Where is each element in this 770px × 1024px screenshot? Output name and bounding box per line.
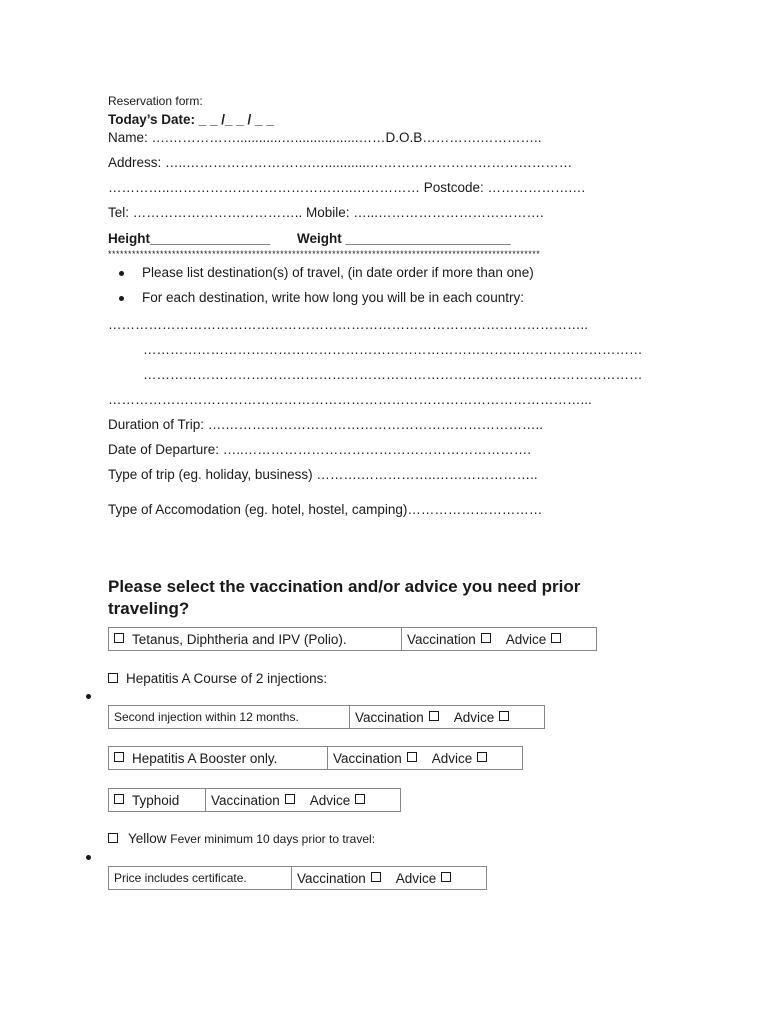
price-certificate-row: [108, 866, 487, 890]
advice-label: Advice: [395, 870, 437, 886]
tetanus-row: [108, 627, 597, 651]
duration-field[interactable]: Duration of Trip: ….……………………………………………………………..: [108, 417, 544, 432]
departure-field[interactable]: Date of Departure: …..……………………………………………………….: [108, 442, 532, 457]
hep-a-course-item: [108, 671, 327, 686]
vaccination-checkbox[interactable]: [429, 711, 439, 721]
height-field[interactable]: Height________________: [108, 231, 271, 246]
vaccination-heading: Please select the vaccination and/or advice you need prior traveling?: [108, 577, 581, 618]
tel-mobile-field[interactable]: Tel: ……………………………….. Mobile: …...……………………………….: [108, 205, 544, 220]
destination-line-1[interactable]: ……………………………………………………………………………………………..: [108, 317, 589, 332]
accommodation-field[interactable]: Type of Accomodation (eg. hotel, hostel, camping)…………………………: [108, 502, 543, 517]
bullet: [86, 855, 91, 860]
checkbox-icon[interactable]: [114, 752, 124, 762]
second-injection-label: Second injection within 12 months.: [114, 710, 299, 724]
bullet: [119, 271, 124, 276]
vaccination-label: Vaccination: [333, 750, 402, 766]
todays-date-field[interactable]: Today’s Date: _ _ /_ _ / _ _: [108, 112, 274, 127]
price-note-label: Price includes certificate.: [114, 871, 247, 885]
star-divider: ************************************************************************************************************: [108, 249, 541, 259]
tetanus-label: Tetanus, Diphtheria and IPV (Polio).: [132, 631, 347, 647]
instruction-duration-each: For each destination, write how long you will be in each country:: [142, 290, 524, 305]
checkbox-icon[interactable]: [108, 673, 118, 683]
vaccination-checkbox[interactable]: [481, 633, 491, 643]
advice-checkbox[interactable]: [551, 633, 561, 643]
yellow-label: Yellow: [128, 831, 167, 846]
vaccination-label: Vaccination: [211, 792, 280, 808]
vaccination-label: Vaccination: [297, 870, 366, 886]
advice-checkbox[interactable]: [355, 794, 365, 804]
instruction-destinations: Please list destination(s) of travel, (in date order if more than one): [142, 265, 534, 280]
name-dob-field[interactable]: Name: ….……………............….................……D.O.B………….…………..: [108, 130, 542, 145]
advice-checkbox[interactable]: [499, 711, 509, 721]
advice-label: Advice: [431, 750, 473, 766]
advice-checkbox[interactable]: [477, 752, 487, 762]
hep-a-booster-row: [108, 746, 523, 770]
address-postcode-field[interactable]: …………..…………………………………..…………… Postcode: ……………….…: [108, 180, 586, 195]
hep-a-booster-label: Hepatitis A Booster only.: [132, 750, 278, 766]
typhoid-row: [108, 788, 401, 812]
destination-line-2[interactable]: …………………………………………………………………………………………………: [143, 342, 643, 357]
checkbox-icon[interactable]: [114, 633, 124, 643]
yellow-fever-item: [108, 831, 375, 846]
form-title: Reservation form:: [108, 94, 203, 108]
bullet: [86, 694, 91, 699]
weight-field[interactable]: Weight ______________________: [297, 231, 511, 246]
yellow-fever-note: Fever minimum 10 days prior to travel:: [170, 832, 376, 846]
advice-label: Advice: [505, 631, 547, 647]
vaccination-checkbox[interactable]: [371, 872, 381, 882]
second-injection-row: [108, 705, 545, 729]
address-field-line1[interactable]: Address: …..……………………….…............………………………………………: [108, 155, 573, 170]
advice-label: Advice: [453, 709, 495, 725]
hep-a-course-label: Hepatitis A Course of 2 injections:: [126, 671, 328, 686]
vaccination-checkbox[interactable]: [285, 794, 295, 804]
vaccination-checkbox[interactable]: [407, 752, 417, 762]
bullet: [119, 296, 124, 301]
advice-checkbox[interactable]: [441, 872, 451, 882]
advice-label: Advice: [309, 792, 351, 808]
checkbox-icon[interactable]: [108, 833, 118, 843]
destination-line-3[interactable]: …………………………………………………………………………………………………: [143, 367, 643, 382]
trip-type-field[interactable]: Type of trip (eg. holiday, business) ……….……………..…………………..: [108, 467, 538, 482]
typhoid-label: Typhoid: [132, 792, 180, 808]
destination-line-4[interactable]: ……………………………………………………………………………………………...: [108, 392, 592, 407]
vaccination-label: Vaccination: [355, 709, 424, 725]
vaccination-label: Vaccination: [407, 631, 476, 647]
checkbox-icon[interactable]: [114, 794, 124, 804]
